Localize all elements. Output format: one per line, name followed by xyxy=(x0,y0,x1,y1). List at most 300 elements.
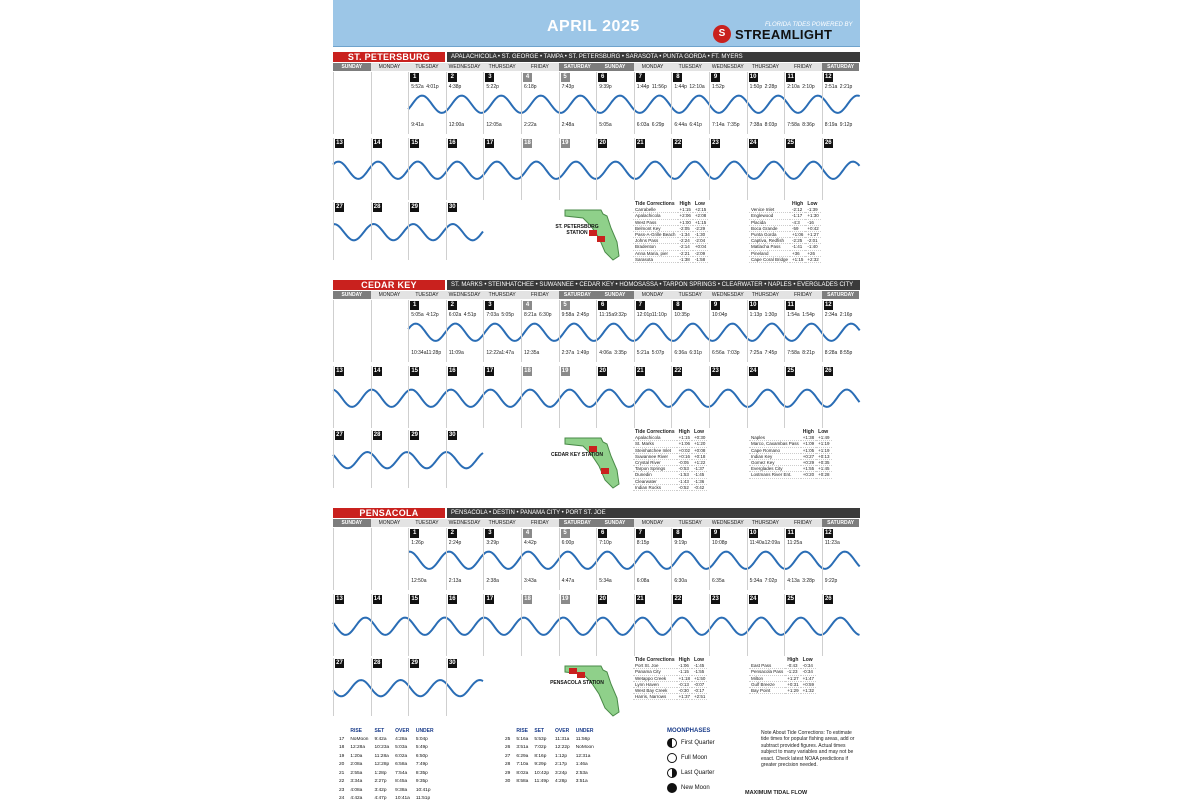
day-cell xyxy=(596,366,634,428)
rise-set-row: 26 3:51a 7:02p 12:22p NoMoon xyxy=(505,745,594,750)
weekday-header xyxy=(333,63,860,71)
first-quarter-icon xyxy=(667,738,677,748)
moon-phases-legend: MOONPHASES First Quarter Full Moon Last Quarter New Moon xyxy=(667,728,755,798)
day-cell xyxy=(446,202,484,260)
low-tide-time: 5:21a xyxy=(636,350,650,356)
day-number: 23 xyxy=(712,596,719,602)
day-number: 17 xyxy=(486,368,494,374)
low-tide-time: 5:34a xyxy=(749,578,763,584)
low-tide-time: 2:37a xyxy=(561,350,575,356)
low-tide-time: 6:36a xyxy=(674,350,687,356)
day-number: 2 xyxy=(448,73,457,82)
correction-row: Tarpon Springs -0:53 -1:37 xyxy=(633,466,707,472)
high-tide-time: 9:39p xyxy=(599,84,612,90)
correction-row: Port St. Joe -1:06 -1:45 xyxy=(633,663,707,669)
rise-set-row: 29 8:02a 10:42p 3:24p 2:53a xyxy=(505,770,588,776)
day-number: 27 xyxy=(336,204,343,210)
day-cell xyxy=(371,138,409,200)
high-tide-time: 6:18p xyxy=(524,84,537,90)
day-number: 29 xyxy=(411,432,419,438)
day-cell xyxy=(747,138,785,200)
correction-row: Cape Coral Bridge +1:15 +2:32 xyxy=(751,256,819,262)
region-subtitle: PENSACOLA • DESTIN • PANAMA CITY • PORT ST. JOE xyxy=(447,508,860,518)
day-cell xyxy=(483,72,521,134)
weekday-label: FRIDAY xyxy=(521,519,559,527)
correction-row: Apalachicola +1:15 +0:30 xyxy=(635,435,706,441)
tide-corrections-right: High Low Naples +1:38 +1:49 Marco, Caxambas Pass +1:09 +1:19 Cape Romano +1:05 +1:19 Indian Key +0:27 +0:13 Gomez Key +0:29 +0:35 Everglades City +1:55 +1:45 Lostmans River Ent. +0:20 +0:28 xyxy=(751,429,830,478)
station-label: ST. PETERSBURG STATION xyxy=(555,224,599,236)
day-cell xyxy=(483,594,521,656)
low-tide-time: 7:58a xyxy=(787,122,800,128)
day-cell xyxy=(371,430,409,488)
day-cell xyxy=(559,138,597,200)
region-header xyxy=(333,508,860,518)
high-tide-time: 2:16p xyxy=(839,312,853,318)
high-tide-time: 2:28p xyxy=(764,84,778,90)
day-number: 14 xyxy=(373,140,381,146)
almanac-footer xyxy=(333,724,860,800)
calendar-week-row xyxy=(333,300,860,362)
banner xyxy=(333,0,860,47)
day-cell xyxy=(671,300,709,362)
day-cell xyxy=(408,658,446,716)
correction-row: Pineland +36 +26 xyxy=(749,250,821,256)
day-number: 7 xyxy=(636,73,645,82)
region-header xyxy=(333,52,860,62)
day-cell xyxy=(822,594,860,656)
weekday-label: TUESDAY xyxy=(671,63,709,71)
last-quarter-icon xyxy=(667,768,677,778)
high-tide-time: 12:09a xyxy=(764,540,780,546)
correction-row: Bradenton -2:14 +0:04 xyxy=(635,244,707,250)
high-tide-time: 1:54p xyxy=(802,312,815,318)
day-number: 26 xyxy=(824,596,832,602)
high-tide-time: 9:19p xyxy=(674,540,687,546)
rise-set-row: 28 7:10a 9:29p 2:17p 1:46a xyxy=(505,762,588,767)
day-cell xyxy=(333,202,371,260)
correction-row: Johns Pass -2:24 -2:04 xyxy=(633,238,708,244)
correction-row: West Pass +1:00 +1:15 xyxy=(635,219,707,225)
day-cell xyxy=(671,528,709,590)
high-tide-time: 11:15a xyxy=(599,312,615,318)
day-number: 10 xyxy=(749,74,757,80)
high-tide-time: 11:23a xyxy=(824,540,840,546)
day-number: 22 xyxy=(674,368,682,374)
low-tide-time: 1:49p xyxy=(576,350,590,356)
day-cell xyxy=(333,366,371,428)
day-cell xyxy=(408,72,446,134)
day-cell xyxy=(559,528,597,590)
rise-set-row: 30 8:58a 11:49p 4:28p 3:51a xyxy=(505,779,588,784)
rise-set-row: 24 4:42a 4:47p 10:41a 11:51p xyxy=(339,796,431,801)
high-tide-time: 2:34a xyxy=(824,312,838,318)
day-cell xyxy=(371,300,409,362)
weekday-label: THURSDAY xyxy=(483,291,521,299)
weekday-label: THURSDAY xyxy=(483,63,521,71)
day-number: 1 xyxy=(410,529,419,538)
weekday-label: MONDAY xyxy=(634,63,672,71)
day-number: 20 xyxy=(599,596,607,602)
weekday-label: SUNDAY xyxy=(596,519,634,527)
day-cell xyxy=(822,366,860,428)
day-cell xyxy=(634,72,672,134)
day-cell xyxy=(333,300,371,362)
day-cell xyxy=(784,366,822,428)
low-tide-time: 5:34a xyxy=(599,578,612,584)
day-number: 25 xyxy=(787,368,795,374)
day-cell xyxy=(408,366,446,428)
day-number: 10 xyxy=(749,530,757,536)
tide-corrections-left: Tide Corrections High Low Carrabelle +1:15 +2:15 Apalachicola +2:06 +2:08 West Pass +1:00 +1:15 Belmont Key -2:05 -2:29 Pass-A-Grille Beach -1:34 -1:30 Johns Pass -2:24 -2:04 Bradenton -2:14 +0:04 Anna Maria, pier -2:21 -2:09 Sarasota -1:38 -1:58 xyxy=(635,201,707,262)
day-cell xyxy=(747,300,785,362)
day-cell xyxy=(596,138,634,200)
weekday-label: FRIDAY xyxy=(521,291,559,299)
correction-row: Indian Rocks -0:52 -0:42 xyxy=(633,484,707,490)
rise-set-row: 17 NoMoon 9:42a 4:28a 5:04p xyxy=(339,736,428,742)
high-tide-time: 1:54a xyxy=(787,312,800,318)
rise-set-row: 18 12:28a 10:23a 5:03a 5:49p xyxy=(339,745,428,750)
high-tide-time: 12:01p xyxy=(636,312,653,318)
high-tide-time: 1:44p xyxy=(674,84,687,90)
moon-phases-title: MOONPHASES xyxy=(667,728,711,734)
day-cell xyxy=(596,528,634,590)
correction-row: Suwannee River +0:16 +0:18 xyxy=(635,453,706,459)
high-tide-time: 7:03a xyxy=(486,312,499,318)
weekday-label: THURSDAY xyxy=(483,519,521,527)
high-tide-time: 8:15p xyxy=(636,540,650,546)
correction-row: Marco, Caxambas Pass +1:09 +1:19 xyxy=(751,441,830,447)
weekday-label: SATURDAY xyxy=(822,519,860,527)
low-tide-time: 8:55p xyxy=(839,350,853,356)
day-number: 14 xyxy=(373,596,381,602)
high-tide-time: 10:04p xyxy=(712,312,728,318)
high-tide-time: 9:58a xyxy=(561,312,575,318)
day-cell xyxy=(709,72,747,134)
correction-row: Steinhatchee Inlet +0:02 +0:08 xyxy=(635,447,706,453)
day-number: 30 xyxy=(448,660,456,666)
day-number: 15 xyxy=(411,596,419,602)
low-tide-time: 2:48a xyxy=(561,122,575,128)
day-number: 7 xyxy=(636,301,645,310)
new-moon-icon xyxy=(667,783,677,793)
high-tide-time: 11:25a xyxy=(787,540,803,546)
day-cell xyxy=(333,658,371,716)
high-tide-time: 1:44p xyxy=(636,84,650,90)
day-cell xyxy=(446,658,484,716)
low-tide-time: 4:13a xyxy=(787,578,800,584)
day-cell xyxy=(709,528,747,590)
rise-set-row: 19 1:20a 11:28a 6:02a 6:50p xyxy=(339,753,428,759)
low-tide-time: 6:29p xyxy=(651,122,665,128)
day-cell xyxy=(408,300,446,362)
day-number: 15 xyxy=(411,140,419,146)
day-cell xyxy=(521,366,559,428)
high-tide-time: 4:38p xyxy=(448,84,462,90)
day-cell xyxy=(822,138,860,200)
low-tide-time: 4:06a xyxy=(599,350,612,356)
day-number: 27 xyxy=(336,660,343,666)
high-tide-time: 6:02a xyxy=(448,312,462,318)
high-tide-time: 11:40a xyxy=(749,540,765,546)
low-tide-time: 9:22p xyxy=(824,578,838,584)
low-tide-time: 9:12p xyxy=(839,122,853,128)
day-cell xyxy=(559,300,597,362)
day-number: 8 xyxy=(673,73,682,82)
day-number: 12 xyxy=(824,302,832,308)
day-cell xyxy=(521,300,559,362)
high-tide-time: 5:52a xyxy=(411,84,424,90)
calendar-week-row xyxy=(333,72,860,134)
day-number: 3 xyxy=(485,73,494,82)
low-tide-time: 6:31p xyxy=(689,350,702,356)
low-tide-time: 8:21p xyxy=(802,350,815,356)
day-number: 25 xyxy=(787,140,795,146)
weekday-label: TUESDAY xyxy=(671,519,709,527)
day-number: 4 xyxy=(523,529,532,538)
low-tide-time: 12:05a xyxy=(486,122,502,128)
weekday-label: SUNDAY xyxy=(596,291,634,299)
day-cell xyxy=(596,594,634,656)
high-tide-time: 1:50p xyxy=(749,84,763,90)
day-number: 4 xyxy=(523,301,532,310)
low-tide-time: 3:35p xyxy=(614,350,627,356)
correction-row: Apalachicola +2:06 +2:08 xyxy=(635,213,707,219)
day-number: 16 xyxy=(448,368,456,374)
region-1 xyxy=(333,280,860,502)
low-tide-time: 7:38a xyxy=(749,122,763,128)
correction-row: Lostmans River Ent. +0:20 +0:28 xyxy=(751,472,830,478)
day-number: 12 xyxy=(824,530,832,536)
weekday-label: SATURDAY xyxy=(822,63,860,71)
correction-row: West Bay Creek -0:30 -0:17 xyxy=(633,688,707,694)
low-tide-time: 6:56a xyxy=(712,350,725,356)
day-cell xyxy=(634,366,672,428)
day-cell xyxy=(371,594,409,656)
correction-row: Gomez Key +0:29 +0:35 xyxy=(751,460,830,466)
correction-row: Everglades City +1:55 +1:45 xyxy=(751,466,830,472)
low-tide-time: 11:28p xyxy=(426,350,442,356)
weekday-label: WEDNESDAY xyxy=(709,63,747,71)
day-cell xyxy=(709,300,747,362)
low-tide-time: 5:05a xyxy=(599,122,612,128)
day-number: 20 xyxy=(599,140,607,146)
low-tide-time: 2:38a xyxy=(486,578,499,584)
day-cell xyxy=(408,528,446,590)
high-tide-time: 1:52p xyxy=(712,84,725,90)
day-cell xyxy=(709,366,747,428)
day-cell xyxy=(408,594,446,656)
day-cell xyxy=(483,366,521,428)
day-cell xyxy=(559,594,597,656)
day-number: 1 xyxy=(410,73,419,82)
day-number: 9 xyxy=(711,73,720,82)
florida-map-icon xyxy=(561,430,631,490)
day-number: 13 xyxy=(336,596,343,602)
day-number: 19 xyxy=(561,368,569,374)
day-cell xyxy=(483,528,521,590)
high-tide-time: 4:51p xyxy=(463,312,477,318)
weekday-label: FRIDAY xyxy=(784,63,822,71)
day-cell xyxy=(709,594,747,656)
high-tide-time: 9:32p xyxy=(614,312,627,318)
correction-row: Matlacha Pass -1:41 -1:40 xyxy=(749,244,821,250)
day-cell xyxy=(822,72,860,134)
day-cell xyxy=(371,366,409,428)
high-tide-time: 2:21p xyxy=(839,84,853,90)
day-cell xyxy=(371,658,409,716)
day-cell xyxy=(333,528,371,590)
low-tide-time: 9:41a xyxy=(411,122,424,128)
day-cell xyxy=(596,72,634,134)
rise-set-table-b: RISE SET OVER UNDER 25 5:16a 5:53p 11:31a 11:56p 26 3:51a 7:02p 12:22p NoMoon 27 6:29a 8:16p 1:12p 12:31a 28 7:10a 9:29p 2:17p 1:46a 29 8:02a 10:42p 3:24p 2:53a 30 8:58a 11:49p 4:28p 3:51a xyxy=(503,726,600,788)
low-tide-time: 12:00a xyxy=(448,122,465,128)
day-number: 12 xyxy=(824,74,832,80)
low-tide-time: 3:28p xyxy=(802,578,815,584)
day-cell xyxy=(559,366,597,428)
correction-row: Englewood -1:17 +1:30 xyxy=(751,213,819,219)
tide-corrections-left: Tide Corrections High Low Port St. Joe -1:06 -1:45 Panama City -1:15 -1:55 Wetappo Creek +1:18 +1:50 Lynn Haven -0:13 -0:07 West Bay Creek -0:30 -0:17 Harris, Narrows +1:37 +2:51 xyxy=(635,657,706,700)
day-cell xyxy=(408,430,446,488)
day-number: 3 xyxy=(485,529,494,538)
day-cell xyxy=(333,430,371,488)
correction-row: Panama City -1:15 -1:55 xyxy=(633,669,707,675)
low-tide-time: 6:08a xyxy=(636,578,650,584)
rise-set-row: 20 2:08a 12:28p 6:58a 7:49p xyxy=(339,762,428,767)
full-moon-icon xyxy=(667,753,677,763)
high-tide-time: 5:05a xyxy=(411,312,424,318)
day-number: 6 xyxy=(598,529,607,538)
low-tide-time: 7:03p xyxy=(727,350,740,356)
day-number: 20 xyxy=(599,368,607,374)
high-tide-time: 11:56p xyxy=(651,84,667,90)
day-cell xyxy=(333,72,371,134)
day-cell xyxy=(747,72,785,134)
weekday-header xyxy=(333,291,860,299)
high-tide-time: 4:01p xyxy=(426,84,439,90)
day-number: 25 xyxy=(787,596,795,602)
day-number: 5 xyxy=(561,73,570,82)
low-tide-time: 7:35p xyxy=(727,122,740,128)
day-cell xyxy=(371,528,409,590)
high-tide-time: 6:00p xyxy=(561,540,575,546)
high-tide-time: 10:08p xyxy=(712,540,728,546)
weekday-label: SUNDAY xyxy=(333,63,371,71)
day-number: 9 xyxy=(711,529,720,538)
weekday-label: SATURDAY xyxy=(559,519,597,527)
day-number: 6 xyxy=(598,301,607,310)
day-cell xyxy=(446,594,484,656)
day-cell xyxy=(747,528,785,590)
day-number: 26 xyxy=(824,368,832,374)
correction-row: Crystal River -0:05 +1:22 xyxy=(635,460,706,466)
day-number: 15 xyxy=(411,368,419,374)
region-subtitle: ST. MARKS • STEINHATCHEE • SUWANNEE • CEDAR KEY • HOMOSASSA • TARPON SPRINGS • CLEARWATER • NAPLES • EVERGLADES CITY xyxy=(447,280,860,290)
low-tide-time: 7:25a xyxy=(749,350,763,356)
weekday-label: FRIDAY xyxy=(784,519,822,527)
weekday-label: MONDAY xyxy=(371,291,409,299)
day-number: 7 xyxy=(636,529,645,538)
correction-row: Captiva, Redfish -2:25 -2:01 xyxy=(749,238,821,244)
maximum-tidal-flow-label: MAXIMUM TIDAL FLOW xyxy=(745,790,808,796)
corrections-title: Tide Corrections xyxy=(635,429,675,435)
tide-corrections-left: Tide Corrections High Low Apalachicola +1:15 +0:30 St. Marks +1:06 +1:20 Steinhatchee Inlet +0:02 +0:08 Suwannee River +0:16 +0:18 Crystal River -0:05 +1:22 Tarpon Springs -0:53 -1:37 Dunedin -1:53 -1:45 Clearwater -1:43 -1:36 Indian Rocks -0:52 -0:42 xyxy=(635,429,706,490)
calendar-week-row xyxy=(333,594,860,656)
region-header xyxy=(333,280,860,290)
day-cell xyxy=(446,430,484,488)
high-tide-time: 5:22p xyxy=(486,84,499,90)
rise-set-row: 27 6:29a 8:16p 1:12p 12:31a xyxy=(505,753,591,759)
station-label: PENSACOLA STATION xyxy=(550,680,604,686)
day-cell xyxy=(596,300,634,362)
low-tide-time: 7:45p xyxy=(764,350,778,356)
high-tide-time: 8:21a xyxy=(524,312,537,318)
day-number: 27 xyxy=(336,432,343,438)
low-tide-time: 1:47a xyxy=(501,350,514,356)
correction-row: Wetappo Creek +1:18 +1:50 xyxy=(635,675,706,681)
day-number: 3 xyxy=(485,301,494,310)
weekday-label: TUESDAY xyxy=(408,63,446,71)
calendar-week-row xyxy=(333,366,860,428)
low-tide-time: 12:35a xyxy=(524,350,540,356)
day-number: 21 xyxy=(636,596,644,602)
weekday-label: THURSDAY xyxy=(747,291,785,299)
corrections-title: Tide Corrections xyxy=(635,657,675,663)
low-tide-time: 4:47a xyxy=(561,578,575,584)
day-cell xyxy=(408,202,446,260)
day-number: 13 xyxy=(336,140,343,146)
weekday-label: FRIDAY xyxy=(521,63,559,71)
day-number: 5 xyxy=(561,301,570,310)
day-cell xyxy=(747,594,785,656)
powered-by-text: FLORIDA TIDES POWERED BY xyxy=(765,22,853,28)
low-tide-time: 6:41p xyxy=(689,122,702,128)
low-tide-time: 8:36p xyxy=(802,122,815,128)
region-name: PENSACOLA xyxy=(333,508,445,518)
region-name: ST. PETERSBURG xyxy=(333,52,445,62)
low-tide-time: 12:22a xyxy=(486,350,502,356)
low-tide-time: 5:07p xyxy=(651,350,665,356)
day-number: 5 xyxy=(561,529,570,538)
day-number: 18 xyxy=(524,140,531,146)
low-tide-time: 6:35a xyxy=(712,578,725,584)
day-cell xyxy=(446,366,484,428)
day-cell xyxy=(446,72,484,134)
correction-row: Sarasota -1:38 -1:58 xyxy=(633,256,708,262)
high-tide-time: 4:12p xyxy=(426,312,439,318)
day-cell xyxy=(333,138,371,200)
day-cell xyxy=(446,300,484,362)
day-cell xyxy=(784,528,822,590)
day-number: 23 xyxy=(712,368,719,374)
day-number: 4 xyxy=(523,73,532,82)
day-number: 6 xyxy=(598,73,607,82)
day-cell xyxy=(634,528,672,590)
tide-calendar xyxy=(333,0,860,800)
correction-row: Gulf Breeze +0:31 +0:59 xyxy=(751,681,815,687)
day-number: 16 xyxy=(448,140,456,146)
day-number: 11 xyxy=(787,74,794,80)
high-tide-time: 11:10p xyxy=(651,312,667,318)
florida-map-icon xyxy=(561,658,631,718)
weekday-label: THURSDAY xyxy=(747,519,785,527)
correction-row: Punta Gorda +1:06 +1:27 xyxy=(751,232,819,238)
correction-row: Cape Romano +1:05 +1:19 xyxy=(751,447,830,453)
day-cell xyxy=(521,528,559,590)
low-tide-time: 6:44a xyxy=(674,122,687,128)
weekday-label: TUESDAY xyxy=(408,291,446,299)
weekday-label: MONDAY xyxy=(634,291,672,299)
day-number: 22 xyxy=(674,140,682,146)
